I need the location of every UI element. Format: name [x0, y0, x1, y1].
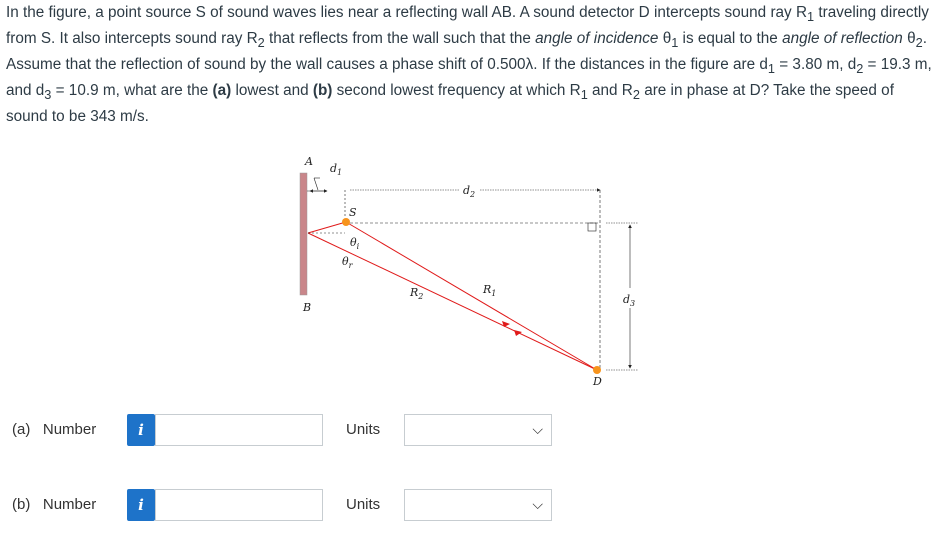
- label-S: S: [349, 206, 357, 219]
- label-theta-r: $\theta_r$: [342, 255, 353, 270]
- info-icon[interactable]: i: [127, 489, 155, 521]
- label-D: D: [593, 375, 602, 388]
- label-A: A: [305, 155, 313, 168]
- label-d1: $d_1$: [330, 162, 343, 177]
- R2-arrowhead: [514, 330, 522, 336]
- question-text: In the figure, a point source S of sound waves lies near a reflecting wall AB. A sound detector D intercepts sound ray $R_1$ traveling directly from S. It also intercepts sound ray $R_2$ that reflects from the wall such that the angle of incidence $\theta_1$ is equal to the angle of reflection $\theta_2$. Assume that the reflection of sound by the wall causes a phase shift of 0.500λ. If the distances in the figure are $d_1 = 3.80$ m, $d_2 = 19.3$ m, and $d_3 = 10.9$ m, what are the (a) lowest and (b) second lowest frequency at which $R_1$ and $R_2$ are in phase at D? Take the speed of sound to be 343 m/s.: [6, 4, 932, 126]
- units-label-b: Units: [346, 496, 381, 513]
- units-select-b[interactable]: [404, 489, 552, 521]
- units-select-a[interactable]: [404, 414, 552, 446]
- reflecting-wall: [300, 173, 307, 295]
- ray-R2-reflected: [308, 233, 597, 370]
- number-input-a[interactable]: [155, 414, 323, 446]
- part-label-b: (b) Number: [12, 496, 97, 513]
- number-input-b[interactable]: [155, 489, 323, 521]
- label-d2: $d_2$: [463, 184, 476, 199]
- diagram-figure: [270, 148, 670, 398]
- ray-R2-incident: [308, 222, 346, 233]
- label-R2: $R_2$: [410, 286, 424, 301]
- chevron-down-icon: ⌵: [532, 496, 543, 512]
- ray-R1: [346, 222, 597, 370]
- right-angle-mark: [588, 223, 596, 231]
- detector-D: [593, 366, 601, 374]
- label-d3: $d_3$: [623, 293, 636, 308]
- info-icon[interactable]: i: [127, 414, 155, 446]
- label-B: B: [303, 301, 312, 314]
- answer-row-a: [0, 412, 945, 448]
- R1-arrowhead: [502, 321, 510, 327]
- part-label-a: (a) Number: [12, 421, 97, 438]
- label-R1: $R_1$: [483, 283, 497, 298]
- source-S: [342, 218, 350, 226]
- answer-row-b: [0, 487, 945, 523]
- d1-leader-2: [314, 178, 318, 190]
- label-theta-i: $\theta_i$: [350, 236, 360, 251]
- units-label-a: Units: [346, 421, 381, 438]
- chevron-down-icon: ⌵: [532, 421, 543, 437]
